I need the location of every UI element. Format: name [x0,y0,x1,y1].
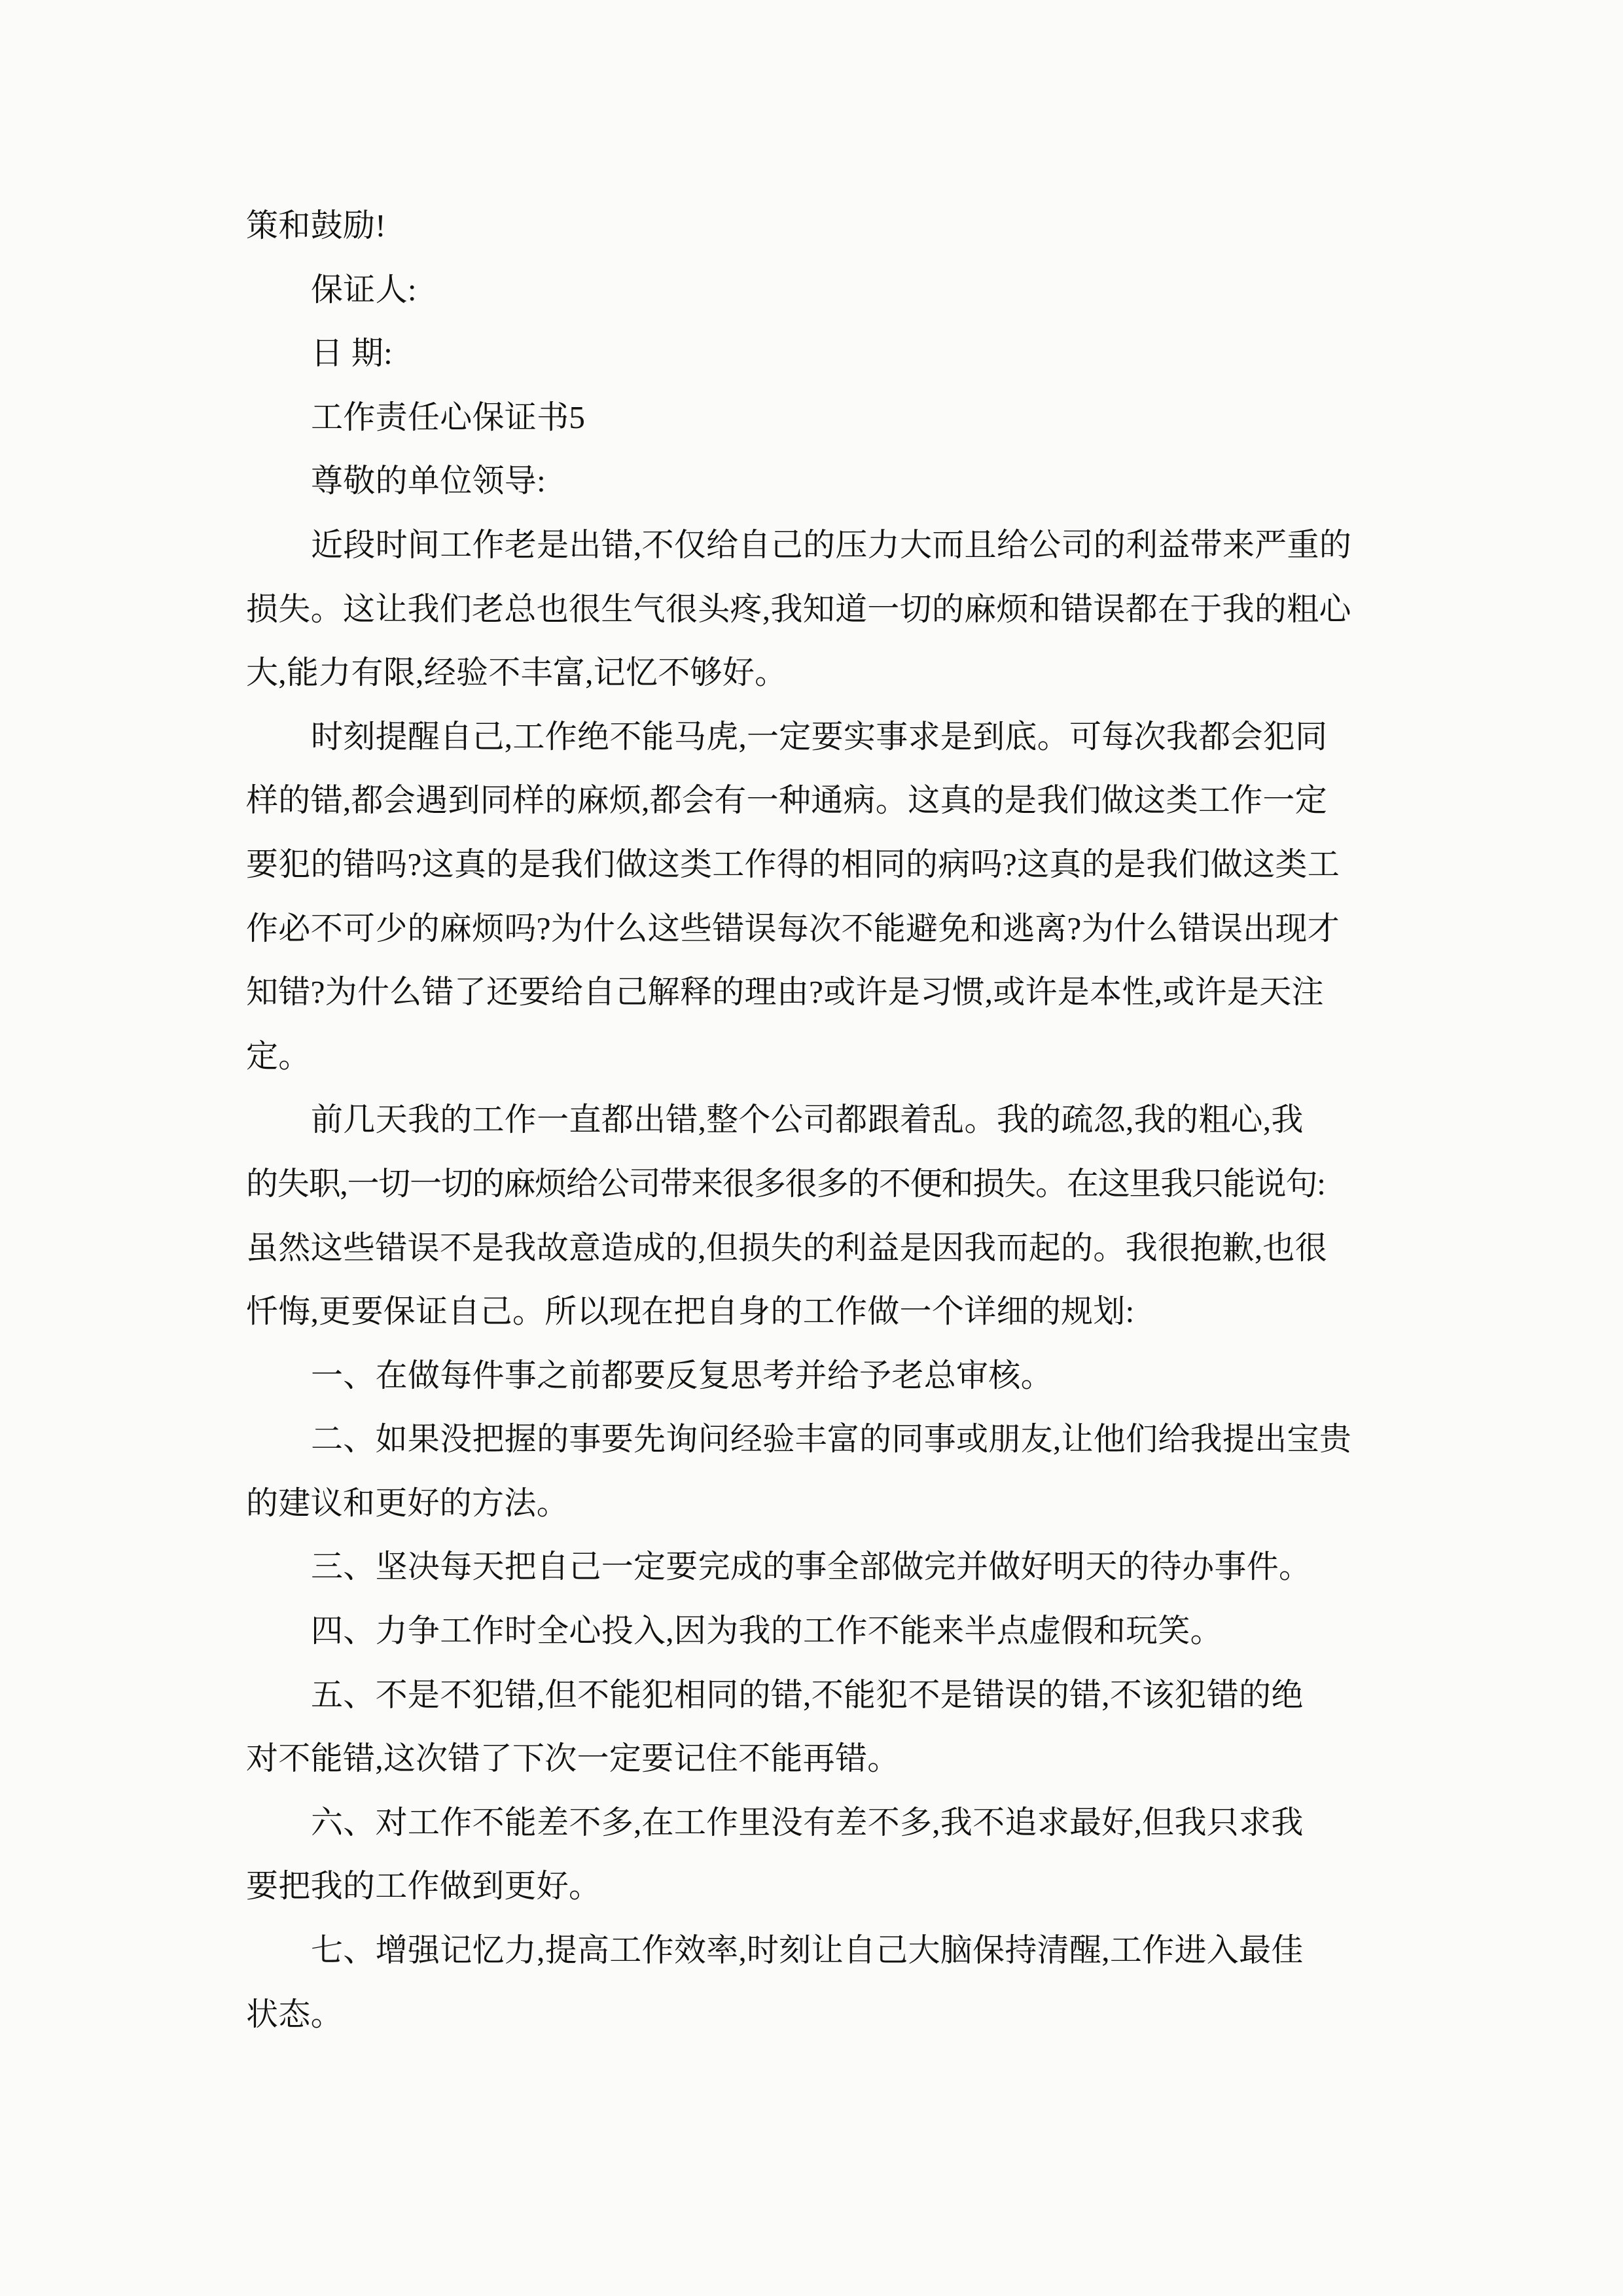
text-line: 三、坚决每天把自己一定要完成的事全部做完并做好明天的待办事件。 [311,1549,1311,1585]
text-line: 近段时间工作老是出错,不仅给自己的压力大而且给公司的利益带来严重的 [311,526,1352,563]
text-line: 知错?为什么错了还要给自己解释的理由?或许是习惯,或许是本性,或许是天注 [246,974,1324,1011]
document-text-block [246,194,1489,2046]
text-line: 状态。 [246,1996,343,2032]
text-line: 六、对工作不能差不多,在工作里没有差不多,我不追求最好,但我只求我 [311,1804,1304,1840]
text-line: 一、在做每件事之前都要反复思考并给予老总审核。 [311,1357,1053,1393]
text-line: 前几天我的工作一直都出错,整个公司都跟着乱。我的疏忽,我的粗心,我 [311,1102,1304,1138]
text-line: 时刻提醒自己,工作绝不能马虎,一定要实事求是到底。可每次我都会犯同 [311,718,1328,755]
text-line: 尊敬的单位领导: [311,463,546,499]
text-line: 损失。这让我们老总也很生气很头疼,我知道一切的麻烦和错误都在于我的粗心 [246,590,1351,627]
text-line: 的建议和更好的方法。 [246,1484,569,1521]
text-line: 忏悔,更要保证自己。所以现在把自身的工作做一个详细的规划: [246,1293,1135,1330]
text-line: 四、力争工作时全心投入,因为我的工作不能来半点虚假和玩笑。 [311,1613,1222,1649]
text-line: 样的错,都会遇到同样的麻烦,都会有一种通病。这真的是我们做这类工作一定 [246,782,1328,819]
text-line: 策和鼓励! [246,207,386,243]
text-line: 五、不是不犯错,但不能犯相同的错,不能犯不是错误的错,不该犯错的绝 [311,1676,1304,1713]
text-line: 保证人: [311,271,417,308]
text-line: 定。 [246,1037,311,1074]
text-line: 大,能力有限,经验不丰富,记忆不够好。 [246,655,787,691]
text-line: 二、如果没把握的事要先询问经验丰富的同事或朋友,让他们给我提出宝贵 [311,1421,1352,1458]
text-line: 七、增强记忆力,提高工作效率,时刻让自己大脑保持清醒,工作进入最佳 [311,1932,1304,1969]
text-line: 日 期: [311,335,393,372]
text-line: 的失职,一切一切的麻烦给公司带来很多很多的不便和损失。在这里我只能说句: [246,1165,1325,1202]
text-line: 要犯的错吗?这真的是我们做这类工作得的相同的病吗?这真的是我们做这类工 [246,846,1340,882]
text-line: 对不能错,这次错了下次一定要记住不能再错。 [246,1740,900,1777]
text-line: 工作责任心保证书5 [311,399,586,435]
text-line: 作必不可少的麻烦吗?为什么这些错误每次不能避免和逃离?为什么错误出现才 [246,910,1340,946]
text-line: 要把我的工作做到更好。 [246,1868,601,1905]
text-line: 虽然这些错误不是我故意造成的,但损失的利益是因我而起的。我很抱歉,也很 [246,1229,1328,1266]
